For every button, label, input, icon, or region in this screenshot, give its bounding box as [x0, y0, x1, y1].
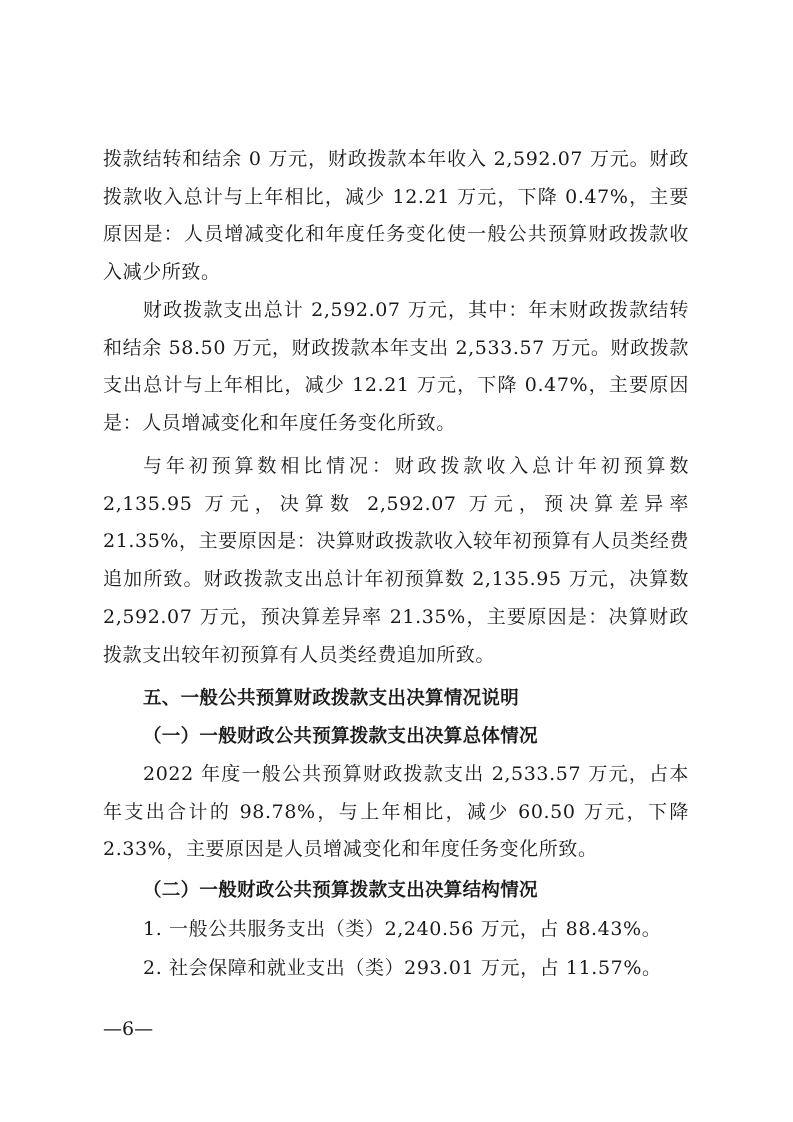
paragraph-income-summary: 拨款结转和结余 0 万元，财政拨款本年收入 2,592.07 万元。财政拨款收入总计与上年相比，减少 12.21 万元，下降 0.47%，主要原因是：人员增减变化和年度任务变化使一般公共预算财政拨款收入减少所致。	[103, 148, 689, 284]
paragraph-budget-comparison: 与年初预算数相比情况：财政拨款收入总计年初预算数 2,135.95 万元，决算数 2,592.07 万元，预决算差异率 21.35%，主要原因是：决算财政拨款收入较年初预算有人员类经费追加所致。财政拨款支出总计年初预算数 2,135.95 万元，决算数 2,592.07 万元，预决算差异率 21.35%，主要原因是：决算财政拨款支出较年初预算有人员类经费追加所致。	[103, 455, 689, 666]
sub-heading-overall: （一）一般财政公共预算拨款支出决算总体情况	[143, 726, 538, 747]
structure-item: 2. 社会保障和就业支出（类）293.01 万元，占 11.57%。	[143, 957, 662, 979]
structure-item: 1. 一般公共服务支出（类）2,240.56 万元，占 88.43%。	[143, 918, 662, 940]
section-heading: 五、一般公共预算财政拨款支出决算情况说明	[143, 688, 520, 709]
paragraph-overall-expenditure: 2022 年度一般公共预算财政拨款支出 2,533.57 万元，占本年支出合计的 98.78%，与上年相比，减少 60.50 万元，下降 2.33%，主要原因是人员增减变化和年度任务变化所致。	[103, 763, 689, 861]
paragraph-expenditure-summary: 财政拨款支出总计 2,592.07 万元，其中：年末财政拨款结转和结余 58.50 万元，财政拨款本年支出 2,533.57 万元。财政拨款支出总计与上年相比，减少 12.21 万元，下降 0.47%，主要原因是：人员增减变化和年度任务变化所致。	[103, 299, 689, 435]
page-number: —6—	[103, 1018, 154, 1040]
sub-heading-structure: （二）一般财政公共预算拨款支出决算结构情况	[143, 880, 538, 901]
